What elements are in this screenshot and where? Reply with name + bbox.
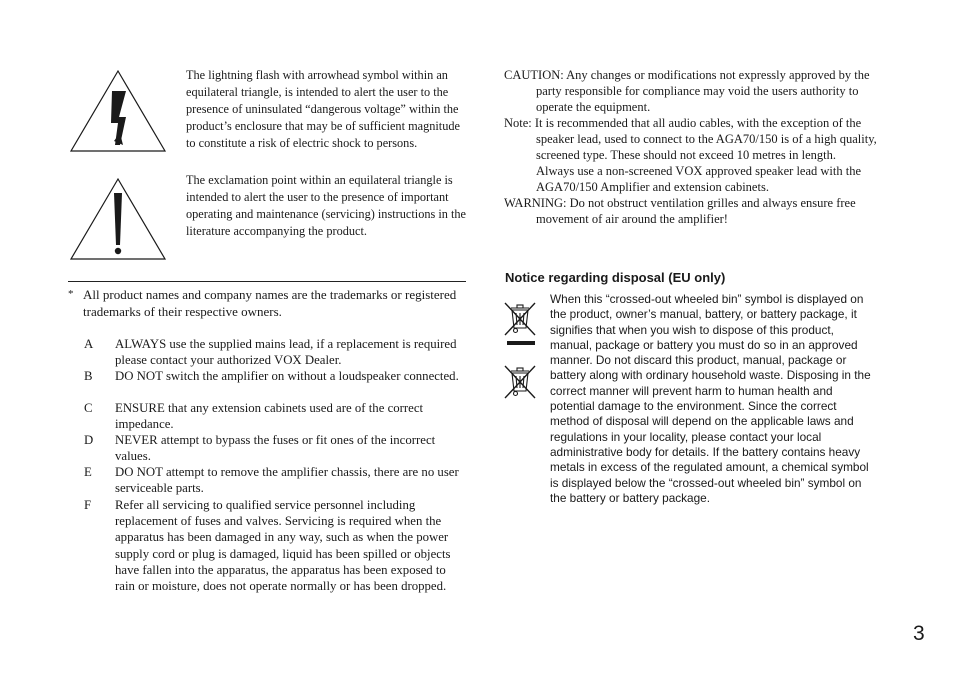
disposal-heading: Notice regarding disposal (EU only): [505, 270, 726, 285]
instruction-letter: B: [84, 369, 93, 383]
audio-cable-note: Note: It is recommended that all audio cables, with the exception of the speaker lead, used to connect to the AGA70/150 is of a high quality, screened type. These should not exceed 10 metres in length.: [504, 116, 877, 162]
crossed-out-wheeled-bin-icon: [503, 363, 537, 401]
instruction-letter: F: [84, 498, 92, 512]
exclamation-warning-triangle-icon: [68, 177, 168, 261]
instruction-text: DO NOT attempt to remove the amplifier chassis, there are no user serviceable parts.: [115, 465, 459, 496]
notes-block: [504, 67, 888, 227]
instruction-letter: A: [84, 337, 94, 351]
instruction-item: [84, 400, 466, 432]
trademark-text: All product names and company names are the trademarks or registered trademarks of their respective owners.: [83, 287, 457, 319]
instruction-text: Refer all servicing to qualified service personnel including replacement of fuses and valves. Servicing is required when the apparatus has been damaged in any way, such as when the power supply cord or plug is damaged, liquid has been spilled or objects have fallen into the apparatus, the apparatus has been exposed to rain or moisture, does not operate normally or has been dropped.: [115, 498, 451, 594]
instruction-text: ALWAYS use the supplied mains lead, if a replacement is required please contact your authorized VOX Dealer.: [115, 337, 457, 368]
instruction-item: [84, 368, 466, 384]
disposal-text: When this “crossed-out wheeled bin” symbol is displayed on the product, owner’s manual, battery, or battery package, it signifies that when you wish to dispose of this product, manual, package or battery you must do so in an approved manner. Do not discard this product, manual, package or battery along with ordinary household waste. Disposing in the correct manner will prevent harm to human health and potential damage to the environment. Since the correct method of disposal will depend on the applicable laws and regulations in your locality, please contact your local administrative body for details. If the battery contains heavy metals in excess of the regulated amount, a chemical symbol is displayed below the “crossed-out wheeled bin” symbol on the battery or battery package.: [550, 292, 871, 505]
speaker-lead-note: Always use a non-screened VOX approved speaker lead with the AGA70/150 Amplifier and extension cabinets.: [536, 164, 862, 194]
instruction-item: [84, 432, 466, 464]
lightning-warning-triangle-icon: [68, 69, 168, 153]
instruction-item: [84, 336, 466, 368]
trademark-asterisk: *: [68, 288, 74, 300]
instruction-text: DO NOT switch the amplifier on without a loudspeaker connected.: [115, 369, 459, 383]
instruction-text: NEVER attempt to bypass the fuses or fit ones of the incorrect values.: [115, 433, 436, 464]
instruction-letter: C: [84, 401, 93, 415]
trademark-note: [68, 286, 468, 320]
instruction-item: [84, 464, 466, 496]
instruction-letter: E: [84, 465, 92, 479]
page-number: 3: [913, 622, 925, 645]
instruction-letter: D: [84, 433, 94, 447]
section-divider: [68, 281, 466, 282]
instruction-text: ENSURE that any extension cabinets used are of the correct impedance.: [115, 401, 424, 432]
instruction-item: [84, 497, 466, 594]
lightning-symbol-description: The lightning flash with arrowhead symbol within an equilateral triangle, is intended to alert the user to the presence of uninsulated “dangerous voltage” within the product’s enclosure that may be of sufficient magnitude to constitute a risk of electric shock to persons.: [186, 68, 460, 150]
exclamation-symbol-description: The exclamation point within an equilateral triangle is intended to alert the user to the presence of important operating and maintenance (servicing) instructions in the literature accompanying the product.: [186, 173, 467, 238]
ventilation-warning: WARNING: Do not obstruct ventilation grilles and always ensure free movement of air around the amplifier!: [504, 196, 856, 226]
crossed-out-wheeled-bin-icon: [503, 300, 537, 350]
caution-note: CAUTION: Any changes or modifications not expressly approved by the party responsible for compliance may void the users authority to operate the equipment.: [504, 68, 870, 114]
